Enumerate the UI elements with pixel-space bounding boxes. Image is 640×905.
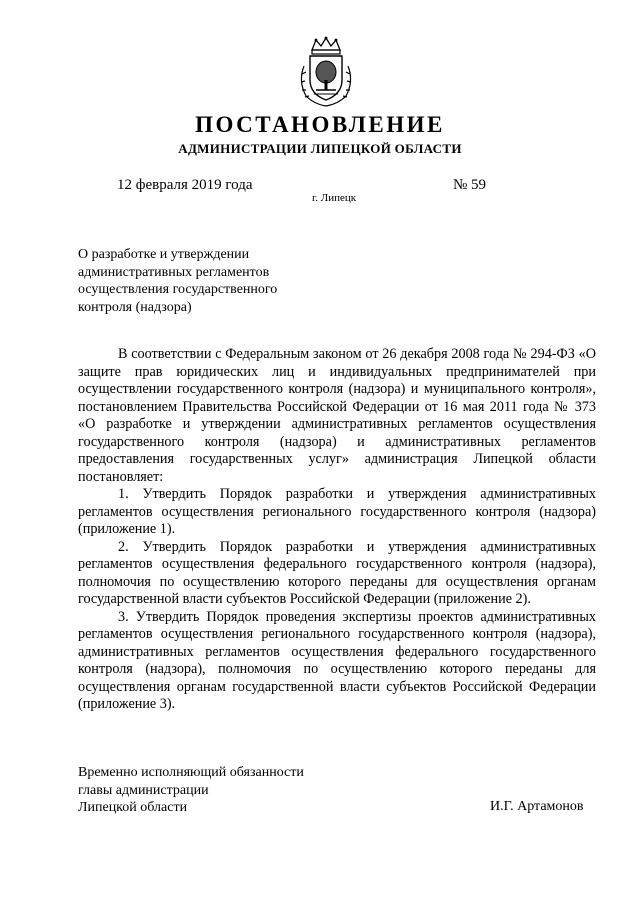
document-date: 12 февраля 2019 года <box>117 177 253 193</box>
document-city: г. Липецк <box>312 192 357 204</box>
preamble-paragraph: В соответствии с Федеральным законом от 26 декабря 2008 года № 294-ФЗ «О защите прав юридических лиц и индивидуальных предпринимателей при осуществлении государственного контроля (надзора) и муниципального контроля», постановлением Правительства Российской Федерации от 16 мая 2011 года № 373 «О разработке и утверждении административных регламентов осуществления государственного контроля (надзора) и административных регламентов предоставления государственных услуг» администрация Липецкой области постановляет: <box>78 346 596 485</box>
document-subject <box>78 246 318 316</box>
document-subtitle: АДМИНИСТРАЦИИ ЛИПЕЦКОЙ ОБЛАСТИ <box>178 141 462 156</box>
subject-line: административных регламентов <box>78 264 270 280</box>
document-number: № 59 <box>453 177 487 193</box>
subject-line: контроля (надзора) <box>78 299 192 315</box>
document-title: ПОСТАНОВЛЕНИЕ <box>195 112 445 137</box>
item-1-paragraph: 1. Утвердить Порядок разработки и утверждения административных регламентов осуществления регионального государственного контроля (надзора) (приложение 1). <box>78 486 596 537</box>
signatory-name: И.Г. Артамонов <box>490 799 584 814</box>
signatory-position-line: Липецкой области <box>78 800 188 815</box>
subject-line: осуществления государственного <box>78 282 278 297</box>
signatory-position-line: Временно исполняющий обязанности <box>78 765 304 780</box>
signatory-position <box>78 764 304 817</box>
subject-line: О разработке и утверждении <box>78 247 250 262</box>
coat-of-arms-icon <box>296 36 356 108</box>
item-3-paragraph: 3. Утвердить Порядок проведения экспертизы проектов административных регламентов осуществления регионального государственного контроля (надзора), административных регламентов осуществления федерального государственного контроля (надзора), полномочия по осуществлению которого переданы для осуществления органам государственной власти субъектов Российской Федерации (приложение 3). <box>78 608 596 712</box>
signatory-position-line: главы администрации <box>78 782 209 798</box>
document-body <box>78 346 596 714</box>
item-2-paragraph: 2. Утвердить Порядок разработки и утверждения административных регламентов осуществления федерального государственного контроля (надзора), полномочия по осуществлению которого переданы для осуществления органам государственной власти субъектов Российской Федерации (приложение 2). <box>78 538 596 607</box>
